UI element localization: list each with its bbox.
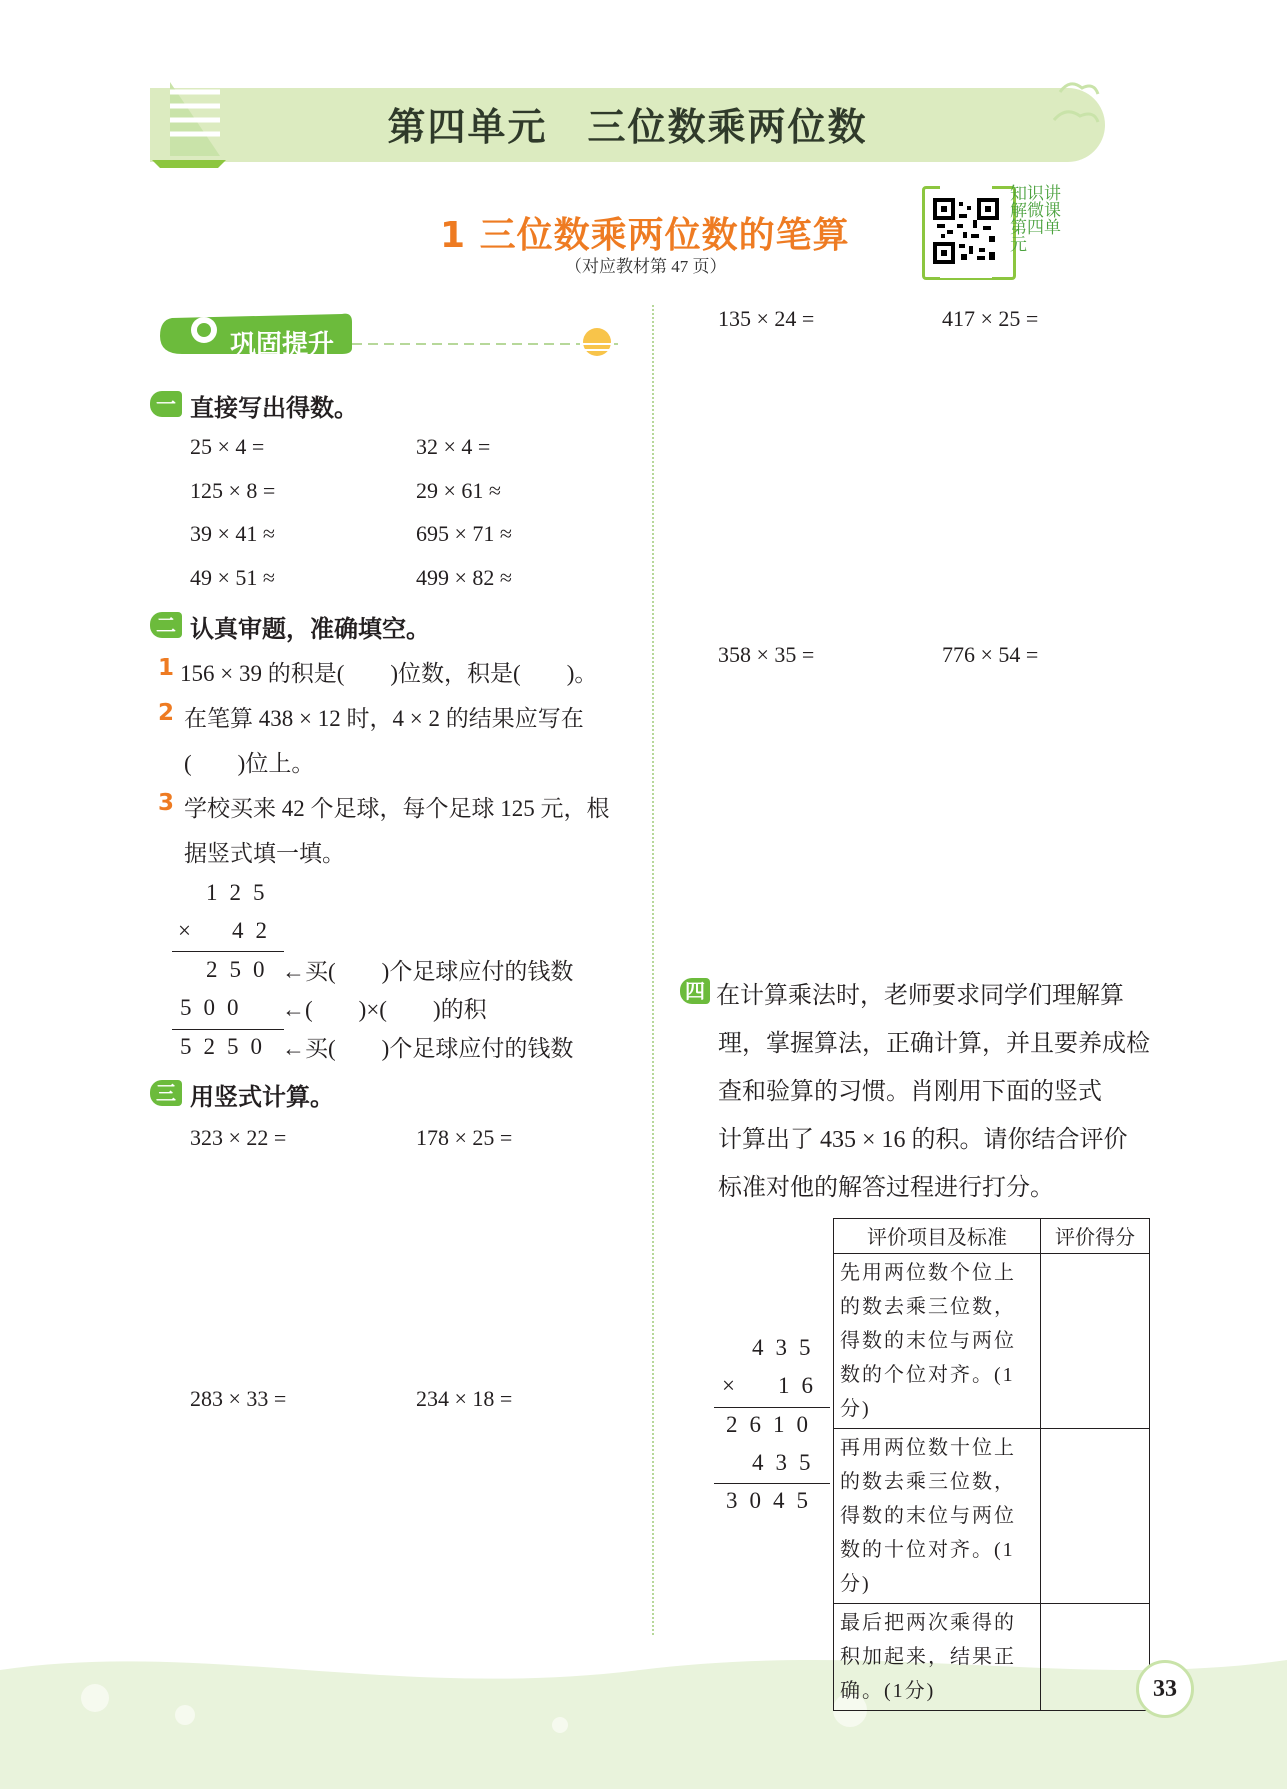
vertical-operator: × bbox=[178, 918, 203, 943]
part1-item: 25 × 4 = bbox=[190, 434, 265, 459]
column-divider bbox=[652, 305, 654, 1635]
part1-item: 695 × 71 ≈ bbox=[416, 521, 512, 546]
vertical-row: 435 bbox=[752, 1335, 823, 1360]
part1-badge: 一 bbox=[150, 391, 182, 417]
part1-item: 499 × 82 ≈ bbox=[416, 565, 512, 590]
part3-item: 358 × 35 = bbox=[718, 642, 815, 667]
part4-badge: 四 bbox=[680, 978, 710, 1004]
part4-text-line: 理，掌握算法，正确计算，并且要养成检 bbox=[718, 1031, 1150, 1057]
score-cell[interactable] bbox=[1041, 1254, 1150, 1429]
question-text: 156 × 39 的积是( )位数，积是( )。 bbox=[180, 661, 598, 686]
page-number: 33 bbox=[1136, 1660, 1194, 1718]
vertical-note: ←买( )个足球应付的钱数 bbox=[282, 1036, 574, 1061]
table-row bbox=[834, 1254, 1150, 1429]
question-number: 1 bbox=[158, 655, 175, 681]
part4-text-line: 在计算乘法时，老师要求同学们理解算 bbox=[716, 983, 1124, 1009]
part3-item: 178 × 25 = bbox=[416, 1125, 513, 1150]
part3-badge: 三 bbox=[150, 1080, 182, 1106]
vertical-row: 500 bbox=[180, 995, 251, 1020]
part3-item: 135 × 24 = bbox=[718, 306, 815, 331]
table-header: 评价项目及标准 bbox=[834, 1219, 1041, 1254]
vertical-line bbox=[714, 1407, 830, 1408]
part3-item: 283 × 33 = bbox=[190, 1386, 287, 1411]
part3-item: 323 × 22 = bbox=[190, 1125, 287, 1150]
score-cell[interactable] bbox=[1041, 1604, 1150, 1711]
criterion-cell: 最后把两次乘得的积加起来，结果正确。(1分) bbox=[834, 1604, 1041, 1711]
question-number: 3 bbox=[158, 790, 175, 816]
question-number: 2 bbox=[158, 700, 175, 726]
part1-title: 直接写出得数。 bbox=[190, 394, 358, 422]
vertical-row: 5250 bbox=[180, 1034, 274, 1059]
part2-title: 认真审题，准确填空。 bbox=[190, 615, 430, 643]
part2-badge: 二 bbox=[150, 612, 182, 638]
part1-item: 39 × 41 ≈ bbox=[190, 521, 275, 546]
vertical-note: ←买( )个足球应付的钱数 bbox=[282, 959, 574, 984]
part1-item: 32 × 4 = bbox=[416, 434, 491, 459]
part1-item: 49 × 51 ≈ bbox=[190, 565, 275, 590]
part1-item: 125 × 8 = bbox=[190, 478, 276, 503]
part1-item: 29 × 61 ≈ bbox=[416, 478, 501, 503]
qr-label: 知识讲解微课第四单元 bbox=[1010, 184, 1061, 255]
table-row bbox=[834, 1429, 1150, 1604]
part3-title: 用竖式计算。 bbox=[190, 1083, 334, 1111]
unit-title: 第四单元 三位数乘两位数 bbox=[387, 105, 868, 149]
part4-text-line: 标准对他的解答过程进行打分。 bbox=[718, 1175, 1054, 1201]
vertical-note: ←( )×( )的积 bbox=[282, 997, 487, 1022]
part4-text-line: 查和验算的习惯。肖刚用下面的竖式 bbox=[718, 1079, 1102, 1105]
vertical-row: 125 bbox=[206, 880, 277, 905]
question-text: 学校买来 42 个足球，每个足球 125 元，根 bbox=[184, 796, 610, 821]
evaluation-table bbox=[833, 1218, 1150, 1711]
question-text: ( )位上。 bbox=[184, 751, 315, 776]
question-text: 在笔算 438 × 12 时，4 × 2 的结果应写在 bbox=[184, 706, 584, 731]
part3-item: 417 × 25 = bbox=[942, 306, 1039, 331]
lesson-subtitle: （对应教材第 47 页） bbox=[565, 257, 727, 276]
part4-text-line: 计算出了 435 × 16 的积。请你结合评价 bbox=[718, 1127, 1128, 1153]
vertical-line bbox=[172, 951, 284, 952]
part3-item: 776 × 54 = bbox=[942, 642, 1039, 667]
lesson-title: 1 三位数乘两位数的笔算 bbox=[440, 215, 850, 256]
vertical-row: 435 bbox=[752, 1450, 823, 1475]
vertical-row: 250 bbox=[206, 957, 277, 982]
vertical-row: 2610 bbox=[726, 1412, 820, 1437]
vertical-line bbox=[172, 1029, 284, 1030]
table-row bbox=[834, 1604, 1150, 1711]
section-header-label: 巩固提升 bbox=[230, 330, 335, 360]
vertical-operator: × bbox=[722, 1373, 747, 1398]
vertical-row: 16 bbox=[778, 1373, 825, 1398]
criterion-cell: 再用两位数十位上的数去乘三位数，得数的末位与两位数的十位对齐。(1分) bbox=[834, 1429, 1041, 1604]
vertical-row: 3045 bbox=[726, 1488, 820, 1513]
part3-item: 234 × 18 = bbox=[416, 1386, 513, 1411]
vertical-line bbox=[714, 1483, 830, 1484]
score-cell[interactable] bbox=[1041, 1429, 1150, 1604]
section-header-whale bbox=[152, 308, 622, 358]
qr-code-icon[interactable] bbox=[933, 198, 999, 264]
table-header: 评价得分 bbox=[1041, 1219, 1150, 1254]
criterion-cell: 先用两位数个位上的数去乘三位数，得数的末位与两位数的个位对齐。(1分) bbox=[834, 1254, 1041, 1429]
question-text: 据竖式填一填。 bbox=[184, 841, 345, 866]
vertical-row: 42 bbox=[232, 918, 279, 943]
